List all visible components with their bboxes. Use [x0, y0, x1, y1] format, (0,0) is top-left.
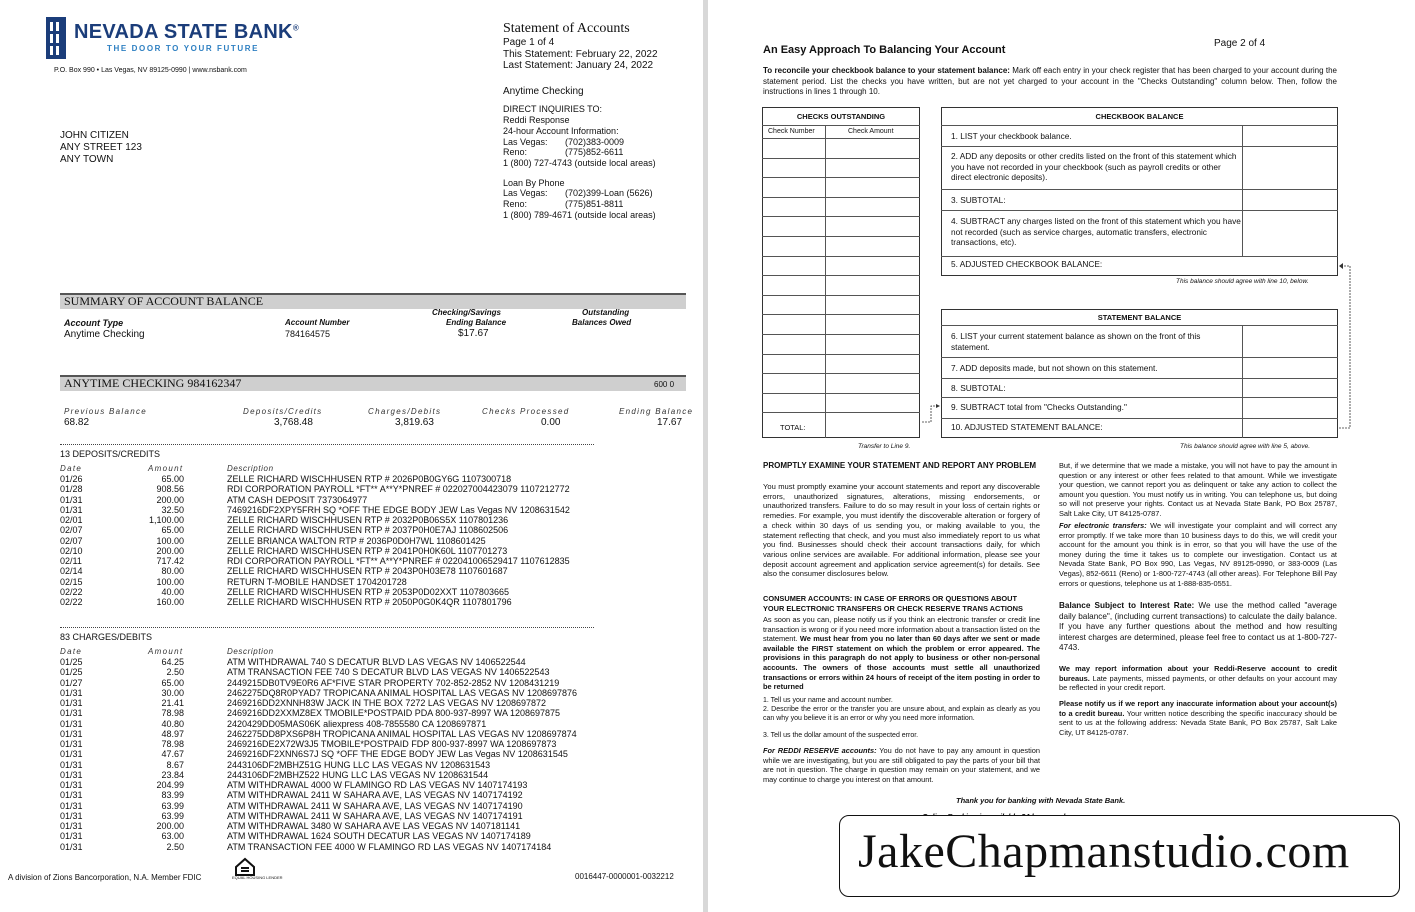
deposit-row [60, 536, 680, 546]
deposit-amount: 32.50 [161, 504, 184, 515]
rule [941, 210, 1338, 211]
charge-description: ATM WITHDRAWAL 2411 W SAHARA AVE, LAS VEGAS NV 1407174191 [227, 810, 523, 821]
step-2: 2. Describe the error or the transfer you are unsure about, and explain as clearly as you can why you believe it is an error or why you need more information. [763, 706, 1040, 722]
check-row-line [762, 412, 920, 413]
charge-amount: 48.97 [161, 728, 184, 739]
charge-amount: 83.99 [161, 790, 184, 801]
deposit-row [60, 484, 680, 494]
agree-line-10: This balance should agree with line 10, below. [1176, 278, 1309, 285]
toll-free: 1 (800) 727-4743 (outside local areas) [503, 158, 656, 168]
charge-row [60, 719, 680, 729]
charge-amount: 63.00 [161, 831, 184, 842]
deposit-amount: 200.00 [156, 494, 184, 505]
rule [941, 397, 1338, 398]
charge-date: 01/31 [60, 831, 83, 842]
charge-description: 2469216DD2XXMZ8EX TMOBILE*POSTPAID PDA 800-937-8997 WA 1208697875 [227, 708, 561, 719]
rule [941, 256, 1338, 257]
dep-h-date: Date [60, 464, 83, 473]
sb-item-10: 10. ADJUSTED STATEMENT BALANCE: [951, 422, 1103, 432]
transfer-note: Transfer to Line 9. [858, 443, 911, 450]
deposit-description: ZELLE BRIANCA WALTON RTP # 2036P0D0H7WL 1108601425 [227, 535, 486, 546]
step-3: 3. Tell us the dollar amount of the suspected error. [763, 732, 919, 739]
rule [941, 357, 1338, 358]
bank-tagline: THE DOOR TO YOUR FUTURE [107, 44, 260, 53]
connector-arrow-icon [1338, 262, 1352, 432]
deposit-amount: 908.56 [156, 484, 184, 495]
deposits-total: 3,768.48 [274, 417, 313, 428]
charge-row [60, 657, 680, 667]
charge-amount: 204.99 [156, 780, 184, 790]
statement-title: Statement of Accounts [503, 21, 630, 36]
charge-description: ATM WITHDRAWAL 740 S DECATUR BLVD LAS VEGAS NV 1406522544 [227, 657, 526, 667]
h-checks: Checks Processed [482, 407, 570, 416]
check-row-line [762, 393, 920, 394]
charge-date: 01/31 [60, 708, 83, 719]
charges-total: 3,819.63 [395, 417, 434, 428]
watermark-text: JakeChapmanstudio.com [858, 825, 1350, 878]
reno-phone: (775)852-6611 [565, 147, 624, 157]
chg-h-desc: Description [227, 647, 274, 656]
charge-amount: 65.00 [161, 677, 184, 688]
deposit-date: 01/31 [60, 494, 83, 505]
reno-label: Reno: [503, 147, 528, 157]
charge-row [60, 698, 680, 708]
summary-h-type: Account Type [64, 318, 124, 328]
right-paragraph-4: We may report information about your Reddi-Reserve account to credit bureaus. Late payments, missed payments, or other defaults on your account may be reflected in your credit report. [1059, 664, 1337, 693]
h-charges: Charges/Debits [368, 407, 442, 416]
charge-amount: 47.67 [161, 749, 184, 760]
charge-amount: 63.99 [161, 810, 184, 821]
check-row-line [762, 216, 920, 217]
charge-row [60, 667, 680, 677]
summary-balance: $17.67 [458, 328, 489, 339]
thank-you: Thank you for banking with Nevada State Bank. [956, 796, 1126, 805]
charge-date: 01/31 [60, 841, 83, 852]
deposit-row [60, 495, 680, 505]
rule [941, 418, 1338, 419]
footer-code: 0016447-0000001-0032212 [575, 872, 674, 881]
deposit-description: 7469216DF2XPY5FRH SQ *OFF THE EDGE BODY JEW Las Vegas NV 1208631542 [227, 504, 570, 515]
loan-reno-label: Reno: [503, 199, 528, 209]
summary-number: 784164575 [285, 329, 331, 339]
cb-item-4: 4. SUBTRACT any charges listed on the front of this statement which you have not recorded (such as service charges, automatic transfers, electronic transactions, etc). [951, 216, 1241, 248]
rule [941, 146, 1338, 147]
check-row-line [762, 354, 920, 355]
deposit-amount: 65.00 [161, 525, 184, 536]
charge-description: 2462275DQ8R0PYAD7 TROPICANA ANIMAL HOSPITAL LAS VEGAS NV 1208697876 [227, 687, 578, 698]
charge-row [60, 790, 680, 800]
lv-label: Las Vegas: [503, 137, 548, 147]
summary-h-balance-2: Ending Balance [446, 318, 507, 327]
charge-amount: 200.00 [156, 821, 184, 831]
charge-description: 2420429DD05MAS06K aliexpress 408-7855580 CA 1208697871 [227, 718, 487, 729]
charge-description: ATM WITHDRAWAL 3480 W SAHARA AVE LAS VEGAS NV 1407181141 [227, 821, 521, 831]
sb-item-8: 8. SUBTOTAL: [951, 383, 1006, 393]
chg-h-date: Date [60, 647, 83, 656]
footer-division: A division of Zions Bancorporation, N.A. Member FDIC [8, 873, 202, 882]
deposits-title: 13 DEPOSITS/CREDITS [60, 449, 161, 459]
reddi-reserve-text: For REDDI RESERVE accounts: You do not have to pay any amount in question while we are investigating, but you are still obligated to pay the parts of your bill that are not in question. The charge in question may remain on your statement, and we may continue to charge you interest on that amount. [763, 746, 1040, 784]
charge-amount: 23.84 [161, 769, 184, 780]
deposit-amount: 40.00 [161, 586, 184, 597]
charge-date: 01/31 [60, 790, 83, 801]
check-row-line [762, 275, 920, 276]
charge-date: 01/31 [60, 718, 83, 729]
charge-date: 01/31 [60, 800, 83, 811]
hours-label: 24-hour Account Information: [503, 126, 619, 136]
deposit-amount: 80.00 [161, 566, 184, 577]
check-row-line [762, 373, 920, 374]
charge-amount: 8.67 [166, 759, 184, 770]
deposit-amount: 717.42 [156, 556, 184, 566]
sb-item-6: 6. LIST your current statement balance as shown on the front of this statement. [951, 331, 1201, 352]
statement-balance-title: STATEMENT BALANCE [1097, 313, 1182, 322]
right-paragraph-3: Balance Subject to Interest Rate: We use the method called "average daily balance", (including current transactions) to calculate the daily balance. If you have any further questions about the method and how resulting interest charges are determined, please feel free to contact us at 1-800-727-4743. [1059, 601, 1337, 653]
loan-toll-free: 1 (800) 789-4671 (outside local areas) [503, 210, 656, 220]
customer-town: ANY TOWN [60, 154, 114, 165]
balancing-title: An Easy Approach To Balancing Your Account [763, 44, 1006, 56]
loan-by-phone: Loan By Phone [503, 178, 565, 188]
charge-amount: 64.25 [161, 657, 184, 667]
consumer-body: As soon as you can, please notify us if you think an electronic transfer or credit line transaction is wrong or if you need more information about a transaction listed on the statement. We must hear from you no later than 60 days after we sent or made available the FIRST statement on which the problem or error appeared. The provisions in this paragraph do not apply to business or other non-personal accounts. The owners of those accounts must settle all unauthorized transactions or errors within 24 hours of receipt of the item posting in order to be returned [763, 615, 1040, 692]
account-type-label: Anytime Checking [503, 86, 584, 97]
charge-description: ATM WITHDRAWAL 2411 W SAHARA AVE, LAS VEGAS NV 1407174190 [227, 800, 523, 811]
right-paragraph-1: But, if we determine that we made a mistake, you will not have to pay the amount in question or any interest or other fees related to that amount. While we investigate your question, we cannot report you as delinquent or take any action to collect the amount you question. You must notify us in writing. You can telephone us, but doing so will not preserve your rights. Contact us at Nevada State Bank, PO Box 25787, Salt Lake City, UT 84125-0787. [1059, 461, 1337, 518]
deposit-date: 02/14 [60, 566, 83, 577]
check-number-header: Check Number [768, 128, 815, 135]
summary-title: SUMMARY OF ACCOUNT BALANCE [64, 294, 264, 308]
deposit-row [60, 566, 680, 576]
deposit-description: ZELLE RICHARD WISCHHUSEN RTP # 2037P0H0E7AJ 1108602506 [227, 525, 509, 536]
charges-title: 83 CHARGES/DEBITS [60, 632, 153, 642]
charge-date: 01/27 [60, 677, 83, 688]
charge-description: 2462275DD8PXS6P8H TROPICANA ANIMAL HOSPITAL LAS VEGAS NV 1208697874 [227, 728, 577, 739]
equal-housing-text: EQUAL HOUSING LENDER [232, 875, 283, 880]
charge-date: 01/31 [60, 769, 83, 780]
charge-row [60, 801, 680, 811]
step-1: 1. Tell us your name and account number. [763, 697, 893, 704]
deposit-row [60, 577, 680, 587]
deposit-description: RETURN T-MOBILE HANDSET 1704201728 [227, 576, 407, 587]
chg-h-amount: Amount [148, 647, 184, 656]
h-deposits: Deposits/Credits [243, 407, 323, 416]
deposit-date: 02/01 [60, 515, 83, 525]
divider [60, 627, 594, 628]
deposit-description: RDI CORPORATION PAYROLL *FT** A**Y*PNREF # 022041006529417 1107612835 [227, 556, 570, 566]
charge-row [60, 688, 680, 698]
this-statement: This Statement: February 22, 2022 [503, 49, 658, 60]
rule [762, 125, 920, 126]
summary-type: Anytime Checking [64, 329, 145, 340]
page-number-2: Page 2 of 4 [1214, 38, 1266, 49]
deposit-description: ZELLE RICHARD WISCHHUSEN RTP # 2053P0D02XXT 1107803665 [227, 586, 509, 597]
check-row-line [762, 314, 920, 315]
deposit-row [60, 587, 680, 597]
deposit-date: 02/22 [60, 586, 83, 597]
arrow-to-line-9-icon [921, 403, 941, 423]
charge-row [60, 749, 680, 759]
charge-amount: 78.98 [161, 739, 184, 749]
check-row-line [762, 197, 920, 198]
deposit-amount: 200.00 [156, 545, 184, 556]
check-row-line [762, 177, 920, 178]
promptly-body: You must promptly examine your account statements and report any discoverable errors, unauthorized signatures, alterations, missing endorsements, or unauthorized transfers. Failure to do so may result in your loss of certain rights or remedies. For example, you must identify the discoverable alteration or forgery of a check within 30 days of us sending you, or making available to you, the statement reflecting that check, and you must also immediately report to us what you find. Businesses should check their account transactions daily, for which various online services are available. For additional information, please see your deposit account agreement and application service agreement(s) for details. See also the consumer disclosures below. [763, 482, 1040, 579]
charge-date: 01/25 [60, 667, 83, 678]
charge-date: 01/31 [60, 821, 83, 831]
charge-row [60, 770, 680, 780]
deposit-row [60, 556, 680, 566]
sb-item-9: 9. SUBTRACT total from "Checks Outstanding." [951, 402, 1127, 412]
deposit-description: ZELLE RICHARD WISCHHUSEN RTP # 2026P0B0GY6G 1107300718 [227, 474, 512, 484]
summary-h-owed-2: Balances Owed [572, 318, 632, 327]
rule [941, 378, 1338, 379]
charge-amount: 2.50 [166, 667, 184, 678]
deposit-amount: 100.00 [156, 535, 184, 546]
deposit-row [60, 505, 680, 515]
deposit-description: ZELLE RICHARD WISCHHUSEN RTP # 2043P0H03E78 1107601687 [227, 566, 508, 577]
cb-item-1: 1. LIST your checkbook balance. [951, 131, 1072, 141]
ending-balance: 17.67 [657, 417, 683, 428]
statement-page-2 [708, 0, 1415, 912]
charge-date: 01/31 [60, 810, 83, 821]
charge-description: ATM WITHDRAWAL 2411 W SAHARA AVE, LAS VEGAS NV 1407174192 [227, 790, 523, 801]
deposit-amount: 160.00 [156, 597, 184, 607]
sb-item-7: 7. ADD deposits made, but not shown on this statement. [951, 363, 1158, 373]
charge-date: 01/31 [60, 739, 83, 749]
charge-row [60, 821, 680, 831]
rule [1242, 125, 1243, 256]
charge-date: 01/31 [60, 728, 83, 739]
charge-date: 01/31 [60, 780, 83, 790]
charge-description: 2443106DF2MBHZ51G HUNG LLC LAS VEGAS NV 1208631543 [227, 759, 491, 770]
checking-title: ANYTIME CHECKING 984162347 [64, 376, 242, 390]
right-paragraph-2: For electronic transfers: We will investigate your complaint and will correct any error promptly. If we take more than 10 business days to do this, we will credit your account for the amount you think is in error, so that you will have the use of the money during the time it takes us to complete our investigation. Contact us at Nevada State Bank, PO Box 990, Las Vegas, NV 89125-0990, or 383-0009 (Las Vegas), 852-6611 (Reno) or 1-800-727-4743 (all other areas). For Telephone Bill Pay errors or questions, telephone us at 1-888-835-0551. [1059, 521, 1337, 588]
bank-name: NEVADA STATE BANK® [74, 21, 300, 43]
page-number: Page 1 of 4 [503, 37, 555, 48]
rule [941, 125, 1338, 126]
bank-logo-icon [46, 17, 66, 59]
reddi-response: Reddi Response [503, 115, 570, 125]
charge-date: 01/31 [60, 759, 83, 770]
charge-date: 01/31 [60, 698, 83, 708]
deposit-date: 01/26 [60, 474, 83, 484]
deposit-date: 01/31 [60, 504, 83, 515]
loan-reno-phone: (775)851-8811 [565, 199, 624, 209]
deposit-date: 02/07 [60, 535, 83, 546]
charge-date: 01/31 [60, 749, 83, 760]
divider [60, 444, 594, 445]
deposit-row [60, 546, 680, 556]
checks-total: 0.00 [541, 417, 561, 428]
check-amount-header: Check Amount [848, 128, 894, 135]
charge-row [60, 780, 680, 790]
rule [825, 125, 826, 438]
check-row-line [762, 295, 920, 296]
charge-description: ATM WITHDRAWAL 1624 SOUTH DECATUR LAS VEGAS NV 1407174189 [227, 831, 531, 842]
checks-outstanding-title: CHECKS OUTSTANDING [796, 112, 886, 121]
watermark-box [839, 815, 1400, 897]
loan-lv-label: Las Vegas: [503, 188, 548, 198]
h-ending: Ending Balance [619, 407, 694, 416]
total-label: TOTAL: [780, 423, 806, 432]
deposit-row [60, 515, 680, 525]
deposit-amount: 1,100.00 [148, 515, 184, 525]
charge-date: 01/25 [60, 657, 83, 667]
deposit-date: 02/11 [60, 556, 82, 566]
deposit-date: 02/15 [60, 576, 83, 587]
charge-amount: 40.80 [161, 718, 184, 729]
check-row-line [762, 334, 920, 335]
dep-h-desc: Description [227, 464, 274, 473]
cb-item-2: 2. ADD any deposits or other credits listed on the front of this statement which you have not recorded in your checkbook (such as payroll credits or other direct electronic deposits). [951, 151, 1237, 183]
charge-description: 2469216DF2XNN6S7J SQ *OFF THE EDGE BODY JEW Las Vegas NV 1208631545 [227, 749, 568, 760]
deposit-row [60, 525, 680, 535]
charge-description: 2469216DD2XNNH83W JACK IN THE BOX 7272 LAS VEGAS NV 1208697872 [227, 698, 547, 708]
deposit-amount: 65.00 [161, 474, 184, 484]
charge-amount: 2.50 [166, 841, 184, 852]
statement-page-1 [0, 0, 703, 912]
deposit-date: 02/10 [60, 545, 83, 556]
direct-inquiries: DIRECT INQUIRIES TO: [503, 104, 603, 114]
charge-row [60, 831, 680, 841]
charge-amount: 21.41 [161, 698, 184, 708]
customer-name: JOHN CITIZEN [60, 130, 129, 141]
checking-code: 600 0 [654, 380, 675, 389]
lv-phone: (702)383-0009 [565, 137, 625, 147]
deposit-description: ATM CASH DEPOSIT 7373064977 [227, 494, 368, 505]
check-row-line [762, 138, 920, 139]
rule [1242, 325, 1243, 438]
deposit-date: 01/28 [60, 484, 83, 495]
charge-amount: 63.99 [161, 800, 184, 811]
charge-row [60, 739, 680, 749]
right-paragraph-5: Please notify us if we report any inaccurate information about your account(s) to a credit bureau. Your written notice describing the specific inaccuracy should be sent to us at the following address: Nevada State Bank, PO Box 25787, Salt Lake City, UT 84125-0787. [1059, 699, 1337, 737]
last-statement: Last Statement: January 24, 2022 [503, 60, 654, 71]
h-prev-balance: Previous Balance [64, 407, 148, 416]
consumer-title: CONSUMER ACCOUNTS: IN CASE OF ERRORS OR QUESTIONS ABOUT YOUR ELECTRONIC TRANSFERS OR CHECK RESERVE TRANS ACTIONS [763, 594, 1023, 613]
customer-street: ANY STREET 123 [60, 142, 142, 153]
deposit-description: RDI CORPORATION PAYROLL *FT** A**Y*PNREF # 022027004423079 1107212772 [227, 484, 570, 495]
charge-description: 2443106DF2MBHZ522 HUNG LLC LAS VEGAS NV 1208631544 [227, 769, 489, 780]
summary-h-number: Account Number [285, 318, 350, 327]
charge-row [60, 678, 680, 688]
deposit-amount: 100.00 [156, 576, 184, 587]
charge-date: 01/31 [60, 687, 83, 698]
check-row-line [762, 256, 920, 257]
prev-balance: 68.82 [64, 417, 90, 428]
charge-row [60, 760, 680, 770]
rule [941, 189, 1338, 190]
deposit-description: ZELLE RICHARD WISCHHUSEN RTP # 2050P0G0K4QR 1107801796 [227, 597, 512, 607]
cb-item-3: 3. SUBTOTAL: [951, 195, 1006, 205]
promptly-title: PROMPTLY EXAMINE YOUR STATEMENT AND REPORT ANY PROBLEM [763, 461, 1037, 470]
summary-h-balance: Checking/Savings [432, 308, 501, 317]
deposit-date: 02/07 [60, 525, 83, 536]
intro-text: To reconcile your checkbook balance to your statement balance: Mark off each entry in your check register that has been charged to your account during the statement period. List the checks you have written, but are not yet charged to your account in the "Checks Outstanding" column below. Then, follow the instructions in lines 1 through 10. [763, 66, 1337, 96]
check-row-line [762, 158, 920, 159]
deposit-description: ZELLE RICHARD WISCHHUSEN RTP # 2032P0B06S5X 1107801236 [227, 515, 509, 525]
charge-row [60, 729, 680, 739]
charge-description: ATM WITHDRAWAL 4000 W FLAMINGO RD LAS VEGAS NV 1407174193 [227, 780, 528, 790]
charge-description: 2469216DE2X72W3J5 TMOBILE*POSTPAID FDP 800-937-8997 WA 1208697873 [227, 739, 557, 749]
charge-row [60, 842, 680, 852]
charge-row [60, 708, 680, 718]
charge-description: ATM TRANSACTION FEE 740 S DECATUR BLVD LAS VEGAS NV 1406522543 [227, 667, 550, 678]
summary-h-owed: Outstanding [582, 308, 630, 317]
deposit-date: 02/22 [60, 597, 83, 607]
charge-amount: 30.00 [161, 687, 184, 698]
deposit-row [60, 474, 680, 484]
agree-line-5: This balance should agree with line 5, above. [1180, 443, 1311, 450]
checkbook-balance-title: CHECKBOOK BALANCE [1095, 112, 1184, 121]
cb-item-5: 5. ADJUSTED CHECKBOOK BALANCE: [951, 259, 1103, 269]
charge-row [60, 811, 680, 821]
charge-description: 2449215DB0TV9E0R6 AF*FIVE STAR PROPERTY 702-852-2852 NV 1208431219 [227, 677, 560, 688]
dep-h-amount: Amount [148, 464, 184, 473]
rule [941, 325, 1338, 326]
loan-lv-phone: (702)399-Loan (5626) [565, 188, 653, 198]
charge-amount: 78.98 [161, 708, 184, 719]
charge-description: ATM TRANSACTION FEE 4000 W FLAMINGO RD LAS VEGAS NV 1407174184 [227, 841, 552, 852]
bank-address: P.O. Box 990 • Las Vegas, NV 89125-0990 | www.nsbank.com [54, 67, 247, 74]
check-row-line [762, 236, 920, 237]
equal-housing-icon [232, 857, 283, 881]
deposit-row [60, 597, 680, 607]
deposit-description: ZELLE RICHARD WISCHHUSEN RTP # 2041P0H0K60L 1107701273 [227, 545, 508, 556]
